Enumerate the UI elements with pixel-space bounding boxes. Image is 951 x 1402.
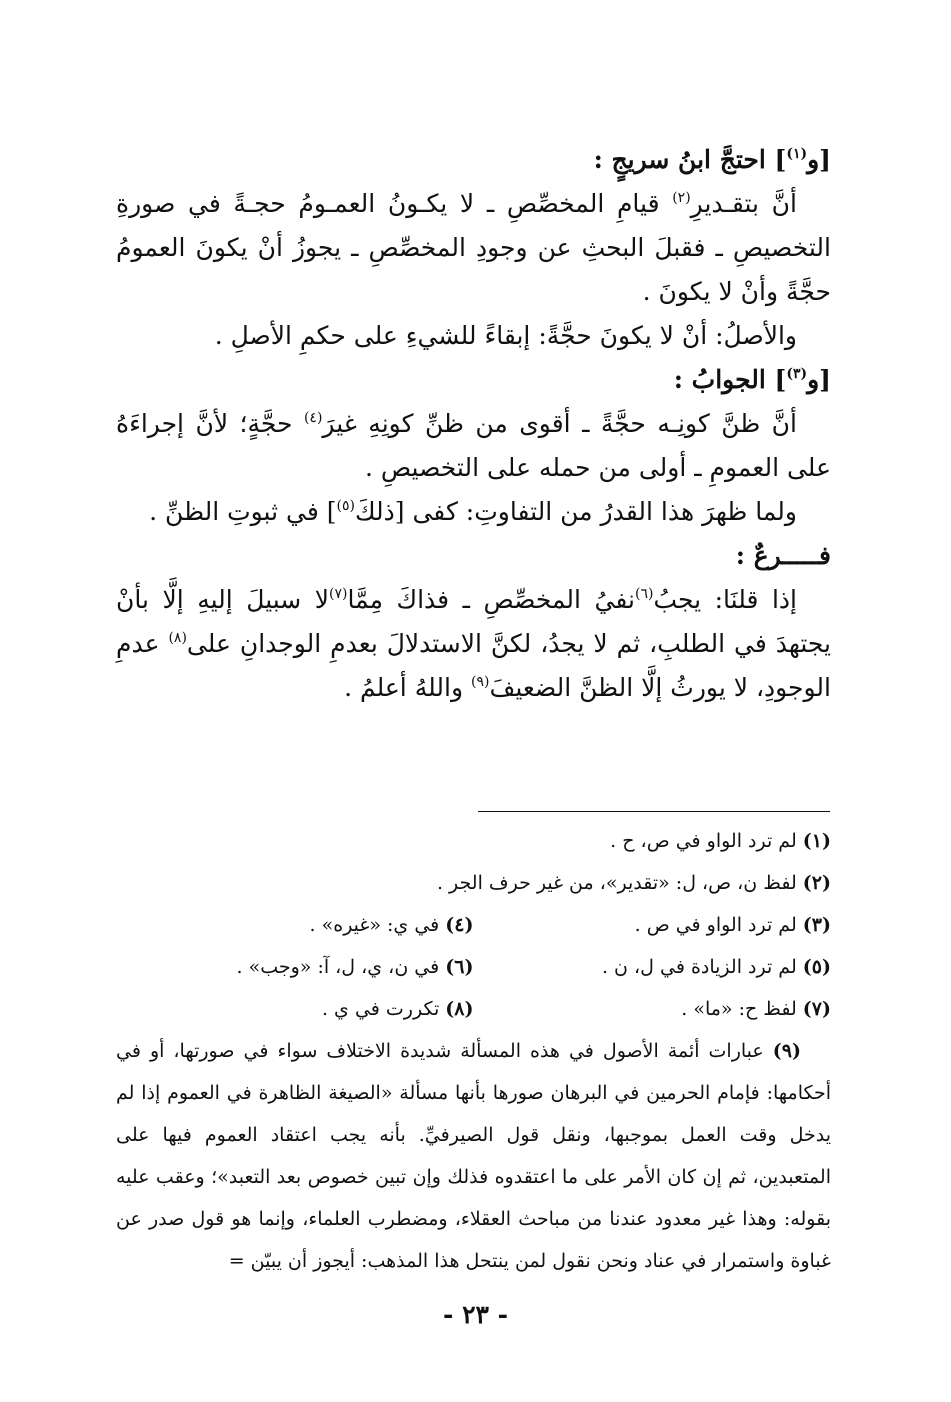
footnote-separator: [478, 811, 830, 812]
page-number: - ٢٣ -: [442, 1300, 509, 1329]
paragraph-text: لا سبيلَ إليهِ إلَّا بأنْ يجتهدَ في الطلبِ، ثم لا يجدُ، لكنَّ الاستدلالَ بعدمِ الوجدانِ على: [116, 585, 832, 658]
footnote-ref: (٧): [329, 586, 348, 602]
footnote-ref: (٨): [168, 630, 187, 646]
footnote-ref: (٦): [634, 586, 654, 602]
footnote-number: (٣): [802, 914, 831, 936]
paragraph-argument: [116, 182, 831, 314]
paragraph-answer: [116, 402, 831, 490]
paragraph-text: إذا قلنَا: يجبُ: [653, 585, 797, 614]
footnote-ref: (٣): [786, 366, 808, 382]
heading-branch: فـــــرعٌ :: [735, 541, 831, 570]
footnote-text: في ن، ي، ل، آ: «وجب» .: [236, 956, 446, 978]
paragraph-branch: [116, 578, 831, 710]
paragraph-text: ] في ثبوتِ الظنِّ .: [149, 497, 337, 526]
footnote-5: [474, 946, 832, 988]
heading-text: ] احتجَّ ابنُ سريجٍ :: [593, 145, 787, 174]
paragraph-text: حجَّةٍ؛ لأنَّ إجراءَهُ على العمومِ ـ أولى من حمله على التخصيصِ .: [116, 409, 831, 482]
footnote-8: [116, 988, 474, 1030]
footnote-text: لفظ ن، ص، ل: «تقدير»، من غير حرف الجر .: [436, 872, 803, 894]
heading-text: [و: [807, 365, 831, 394]
paragraph-principle: والأصلُ: أنْ لا يكونَ حجَّةً: إبقاءً للشيءِ على حكمِ الأصلِ .: [214, 321, 797, 350]
footnote-text: في ي: «غيره» .: [309, 914, 446, 936]
footnote-row: [116, 904, 831, 946]
footnote-ref: (٤): [303, 410, 323, 426]
footnote-number: (٥): [802, 956, 831, 978]
footnote-3: [474, 904, 832, 946]
footnote-text: لم ترد الواو في ص .: [634, 914, 803, 936]
paragraph-text: واللهُ أعلمُ .: [344, 673, 471, 702]
paragraph-text: قيامِ المخصِّصِ ـ لا يكـونُ العمـومُ حجـةً في صورةِ التخصيصِ ـ فقبلَ البحثِ عن وجودِ المخصِّصِ ـ يجوزُ أنْ يكونَ العمومُ حجَّةً وأنْ لا يكونَ .: [116, 189, 831, 306]
footnote-row: [116, 946, 831, 988]
footnote-ref: (١): [786, 146, 808, 162]
heading-ibn-surayj: [116, 138, 831, 182]
footnote-ref: (٩): [470, 674, 490, 690]
footnotes: [116, 820, 831, 1282]
main-text: [116, 138, 831, 710]
footnote-text: لم ترد الواو في ص، ح .: [610, 830, 803, 852]
footnote-ref: (٥): [336, 498, 355, 514]
footnote-text: لفظ ح: «ما» .: [681, 998, 803, 1020]
paragraph-text: ولما ظهرَ هذا القدرُ من التفاوتِ: كفى [ذلكَ: [354, 497, 797, 526]
paragraph-text: نفيُ المخصِّصِ ـ فذاكَ مِمَّا: [347, 585, 635, 614]
heading-answer: [116, 358, 831, 402]
footnote-ref: (٢): [672, 190, 691, 206]
footnote-text: تكررت في ي .: [321, 998, 446, 1020]
footnote-number: (١): [802, 830, 831, 852]
footnote-7: [474, 988, 832, 1030]
paragraph-text: أنَّ بتقـديرِ: [690, 189, 797, 218]
heading-text: ] الجوابُ :: [673, 365, 787, 394]
footnote-text: عبارات أئمة الأصول في هذه المسألة شديدة الاختلاف سواء في صورتها، أو في أحكامها: فإمام الحرمين في البرهان صورها بأنها مسألة «الصيغة الظاهرة في العموم إذا لم يدخل وقت العمل بموجبها، ونقل قول الصيرفيِّ. بأنه يجب اعتقاد العموم فيها على المتعبدين، ثم إن كان الأمر على ما اعتقدوه فذلك وإن تبين خصوص بعد التعبد»؛ وعقب عليه بقوله: وهذا غير معدود عندنا من مباحث العقلاء، ومضطرب العلماء، وإنما هو قول صدر عن غباوة واستمرار في عناد ونحن نقول لمن ينتحل هذا المذهب: أيجوز أن يبيّن =: [116, 1040, 831, 1272]
footnote-number: (٦): [445, 956, 474, 978]
footnote-row: [116, 988, 831, 1030]
footnote-9: [116, 1030, 831, 1282]
paragraph-text: أنَّ ظنَّ كونِـه حجَّةً ـ أقوى من ظنِّ كونِهِ غيرَ: [322, 409, 797, 438]
footnote-number: (٨): [445, 998, 474, 1020]
footnote-2: [116, 862, 831, 904]
footnote-number: (٧): [802, 998, 831, 1020]
footnote-6: [116, 946, 474, 988]
footnote-number: (٩): [772, 1040, 801, 1062]
footnote-1: [116, 820, 831, 862]
footnote-text: لم ترد الزيادة في ل، ن .: [601, 956, 803, 978]
heading-text: [و: [807, 145, 831, 174]
footnote-number: (٤): [445, 914, 474, 936]
footnote-number: (٢): [802, 872, 831, 894]
paragraph-conclusion: [116, 490, 831, 534]
footnote-4: [116, 904, 474, 946]
paragraph-text: عدمِ الوجودِ، لا يورثُ إلَّا الظنَّ الضعيفَ: [116, 629, 831, 702]
